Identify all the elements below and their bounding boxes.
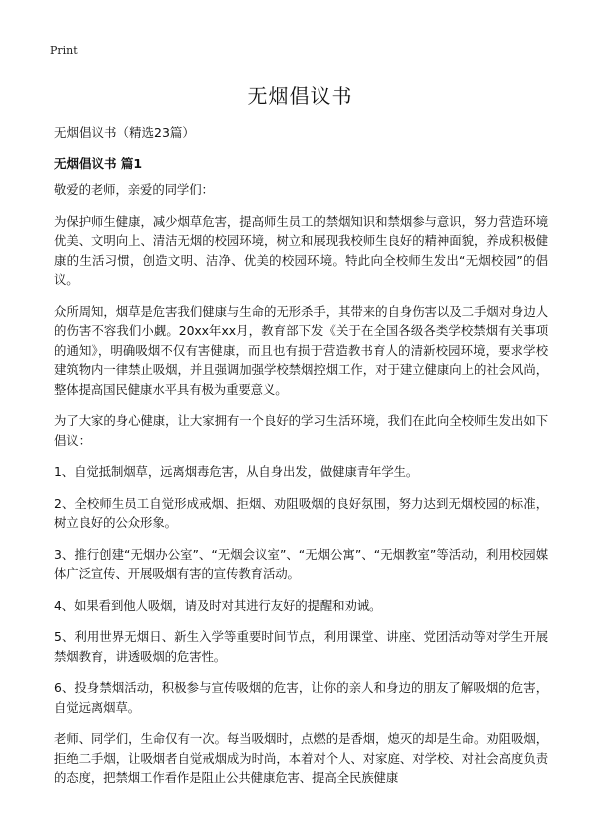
paragraph: 众所周知，烟草是危害我们健康与生命的无形杀手，其带来的自身伤害以及二手烟对身边人的伤害不容我们小觑。20xx年xx月，教育部下发《关于在全国各级各类学校禁烟有关事项的通知》，明确吸烟不仅有害健康，而且也有损于营造教书育人的清新校园环境，要求学校建筑物内一律禁止吸烟，并且强调加强学校禁烟控烟工作，对于建立健康向上的社会风尚，整体提高国民健康水平具有极为重要意义。 xyxy=(54,303,548,397)
list-item: 2、全校师生员工自觉形成戒烟、拒烟、劝阻吸烟的良好氛围，努力达到无烟校园的标准，树立良好的公众形象。 xyxy=(54,495,548,530)
paragraph: 为了大家的身心健康，让大家拥有一个良好的学习生活环境，我们在此向全校师生发出如下倡议： xyxy=(54,413,548,448)
list-item: 5、利用世界无烟日、新生入学等重要时间节点，利用课堂、讲座、党团活动等对学生开展禁烟教育，讲透吸烟的危害性。 xyxy=(54,629,548,664)
document-title: 无烟倡议书 xyxy=(247,84,353,108)
paragraph-greeting: 敬爱的老师，亲爱的同学们： xyxy=(54,182,214,197)
section-heading: 无烟倡议书 篇1 xyxy=(54,156,143,171)
paragraph-closing: 老师、同学们，生命仅有一次。每当吸烟时，点燃的是香烟，熄灭的却是生命。劝阻吸烟，拒绝二手烟，让吸烟者自觉戒烟成为时尚，本着对个人、对家庭、对学校、对社会高度负责的态度，把禁烟工作看作是阻止公共健康危害、提高全民族健康 xyxy=(54,731,548,785)
list-item: 6、投身禁烟活动，积极参与宣传吸烟的危害，让你的亲人和身边的朋友了解吸烟的危害，自觉远离烟草。 xyxy=(54,680,548,715)
list-item: 4、如果看到他人吸烟，请及时对其进行友好的提醒和劝诫。 xyxy=(54,597,382,613)
list-item: 1、自觉抵制烟草，远离烟毒危害，从自身出发，做健康青年学生。 xyxy=(54,464,419,479)
list-item: 3、推行创建“无烟办公室”、“无烟会议室”、“无烟公寓”、“无烟教室”等活动，利用校园媒体广泛宣传、开展吸烟有害的宣传教育活动。 xyxy=(54,546,548,581)
document-body xyxy=(54,180,548,800)
document-subtitle: 无烟倡议书（精选23篇） xyxy=(54,125,195,140)
print-label: Print xyxy=(50,44,78,57)
paragraph: 为保护师生健康，减少烟草危害，提高师生员工的禁烟知识和禁烟参与意识，努力营造环境优美、文明向上、清洁无烟的校园环境，树立和展现我校师生良好的精神面貌，养成积极健康的生活习惯，创造文明、洁净、优美的校园环境。特此向全校师生发出“无烟校园”的倡议。 xyxy=(54,213,548,287)
